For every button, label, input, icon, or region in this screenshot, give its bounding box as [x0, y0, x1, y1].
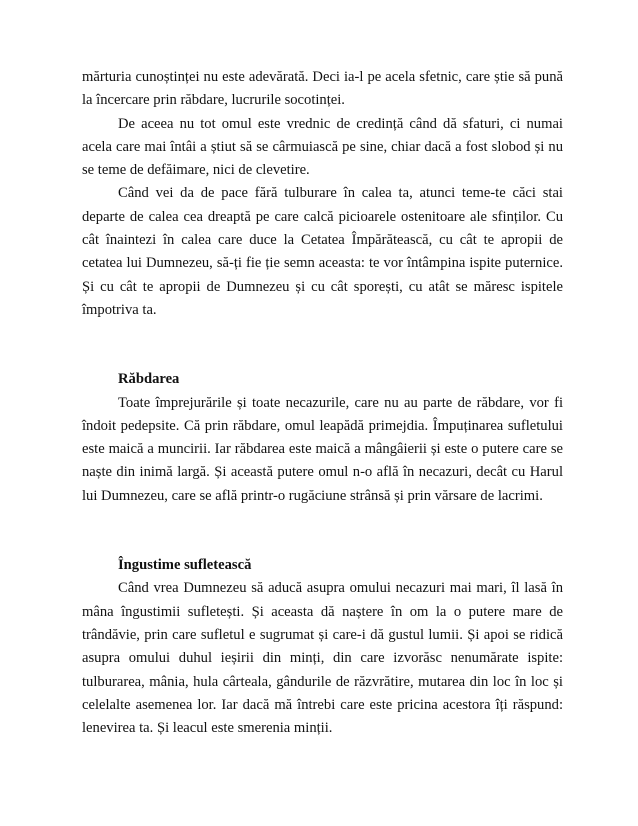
- paragraph: Toate împrejurările și toate necazurile, care nu au parte de răbdare, vor fi îndoit pedepsite. Că prin răbdare, omul leapădă primejdia. Împuținarea sufletului este maică a muncirii. Iar răbdarea este maică a mângâierii și este o putere care se naște din inimă largă. Și această putere omul n-o află în necazuri, decât cu Harul lui Dumnezeu, care se află printr-o rugăciune strânsă și prin vărsare de lacrimi.: [82, 394, 563, 504]
- paragraph: Când vrea Dumnezeu să aducă asupra omului necazuri mai mari, îl lasă în mâna îngustimii sufletești. Și aceasta dă naștere în om la o putere mare de trândăvie, prin care sufletul e sugrumat și care-i dă gustul lumii. Și apoi se ridică asupra omului duhul ieșirii din minți, din care izvorăsc nenumărate ispite: tulburarea, mânia, hula cârteala, gândurile de răzvrătire, mutarea din loc în loc și celelalte asemenea lor. Iar dacă mă întrebi care este pricina acestora îți răspund: lenevirea ta. Și leacul este smerenia minții.: [82, 580, 563, 737]
- section-rabdarea: [82, 368, 563, 508]
- section-heading: Îngustime sufletească: [118, 557, 252, 574]
- paragraph-continued: mărturia cunoștinței nu este adevărată. Deci ia-l pe acela sfetnic, care știe să pună la încercare prin răbdare, lucrurile socotinței.: [82, 69, 563, 109]
- section-intro: [82, 66, 563, 322]
- paragraph: De aceea nu tot omul este vrednic de credință când dă sfaturi, ci numai acela care mai întâi a știut să se cârmuiască pe sine, chiar dacă a fost slobod și nu se teme de defăimare, nici de clevetire.: [82, 115, 563, 179]
- paragraph: Când vei da de pace fără tulburare în calea ta, atunci teme-te căci stai departe de calea cea dreaptă pe care calcă picioarele ostenitoare ale sfinților. Cu cât înaintezi în calea care duce la Cetatea Împărătească, cu cât te apropii de cetatea lui Dumnezeu, să-ți fie ție semn aceasta: te vor întâmpina ispite puternice. Și cu cât te apropii de Dumnezeu și cu cât sporești, cu atât se măresc ispitele împotriva ta.: [82, 185, 563, 318]
- document-page: [82, 66, 563, 740]
- section-heading: Răbdarea: [118, 371, 180, 388]
- section-ingustime: [82, 554, 563, 740]
- section-spacer: [82, 322, 563, 368]
- section-spacer: [82, 508, 563, 554]
